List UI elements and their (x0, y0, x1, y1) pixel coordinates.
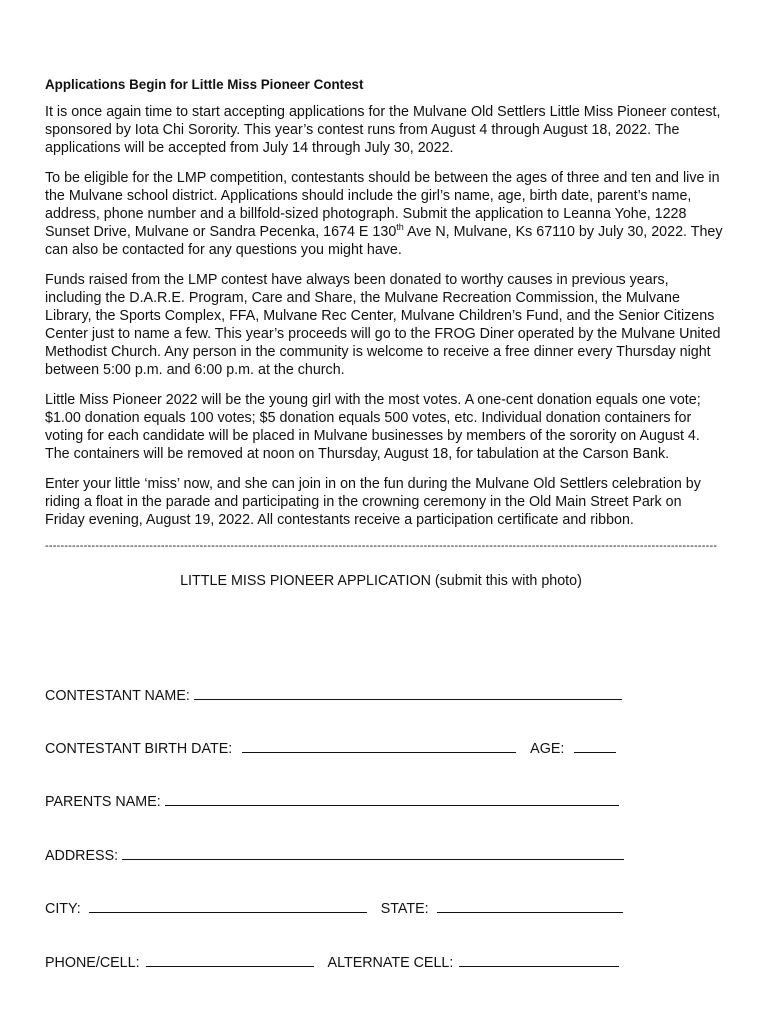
form-title: LITTLE MISS PIONEER APPLICATION (submit this with photo) (180, 573, 582, 589)
cut-line-divider: ------------------------------------------------------------------------------------------------------------------------------------------------------------------------------ (45, 541, 717, 551)
contestant-name-field[interactable] (194, 684, 622, 700)
address-label: ADDRESS: (45, 848, 119, 864)
alt-cell-label: ALTERNATE CELL: (327, 955, 454, 971)
alt-cell-field[interactable] (459, 951, 619, 967)
age-label: AGE: (530, 741, 565, 757)
ordinal-suffix: th (396, 222, 404, 233)
birth-date-label: CONTESTANT BIRTH DATE: (45, 741, 233, 757)
birth-date-field[interactable] (242, 737, 516, 753)
city-field[interactable] (89, 897, 367, 913)
city-label: CITY: (45, 901, 81, 917)
phone-row (45, 951, 619, 972)
paragraph-enter: Enter your little ‘miss’ now, and she can join in on the fun during the Mulvane Old Settlers celebration by riding a float in the parade and participating in the crowning ceremony in the Old Main Street Park on Friday evening, August 19, 2022. All contestants receive a participation certificate and ribbon. (45, 476, 701, 528)
contestant-name-label: CONTESTANT NAME: (45, 688, 190, 704)
eligibility-text: To be eligible for the LMP competition, contestants should be between the ages of three and ten and live in the Mulvane school district. Applications should include the girl’s name, age, birth date, parent’s name, address, phone number and a billfold-sized photograph. Submit the application to Leanna Yohe, 1228 Sunset Drive, Mulvane or Sandra Pecenka, 1674 E 130 (45, 170, 720, 240)
state-label: STATE: (380, 901, 429, 917)
document-page (45, 76, 725, 590)
article-heading: Applications Begin for Little Miss Pioneer Contest (45, 77, 364, 92)
age-field[interactable] (574, 737, 616, 753)
birth-date-row (45, 737, 616, 758)
eligibility-text-end: Ave N, Mulvane, Ks 67110 by July 30, 2022. They can also be contacted for any questions you might have. (45, 224, 723, 258)
parents-name-field[interactable] (165, 790, 619, 806)
address-row (45, 844, 624, 865)
city-state-row (45, 897, 623, 918)
contestant-name-row (45, 684, 622, 705)
phone-label: PHONE/CELL: (45, 955, 140, 971)
paragraph-funds: Funds raised from the LMP contest have always been donated to worthy causes in previous years, including the D.A.R.E. Program, Care and Share, the Mulvane Recreation Commission, the Mulvane Library, the Sports Complex, FFA, Mulvane Rec Center, Mulvane Children’s Fund, and the Senior Citizens Center just to name a few. This year’s proceeds will go to the FROG Diner operated by the Mulvane United Methodist Church. Any person in the community is welcome to receive a free dinner every Thursday night between 5:00 p.m. and 6:00 p.m. at the church. (45, 272, 721, 378)
paragraph-intro: It is once again time to start accepting applications for the Mulvane Old Settlers Little Miss Pioneer contest, sponsored by Iota Chi Sorority. This year’s contest runs from August 4 through August 18, 2022. The applications will be accepted from July 14 through July 30, 2022. (45, 104, 721, 156)
phone-field[interactable] (146, 951, 314, 967)
paragraph-eligibility (45, 169, 725, 259)
state-field[interactable] (437, 897, 623, 913)
parents-name-label: PARENTS NAME: (45, 794, 161, 810)
paragraph-votes: Little Miss Pioneer 2022 will be the young girl with the most votes. A one-cent donation equals one vote; $1.00 donation equals 100 votes; $5 donation equals 500 votes, etc. Individual donation containers for voting for each candidate will be placed in Mulvane businesses by members of the sorority on August 4. The containers will be removed at noon on Thursday, August 18, for tabulation at the Carson Bank. (45, 392, 701, 462)
address-field[interactable] (122, 844, 624, 860)
parents-name-row (45, 790, 619, 811)
